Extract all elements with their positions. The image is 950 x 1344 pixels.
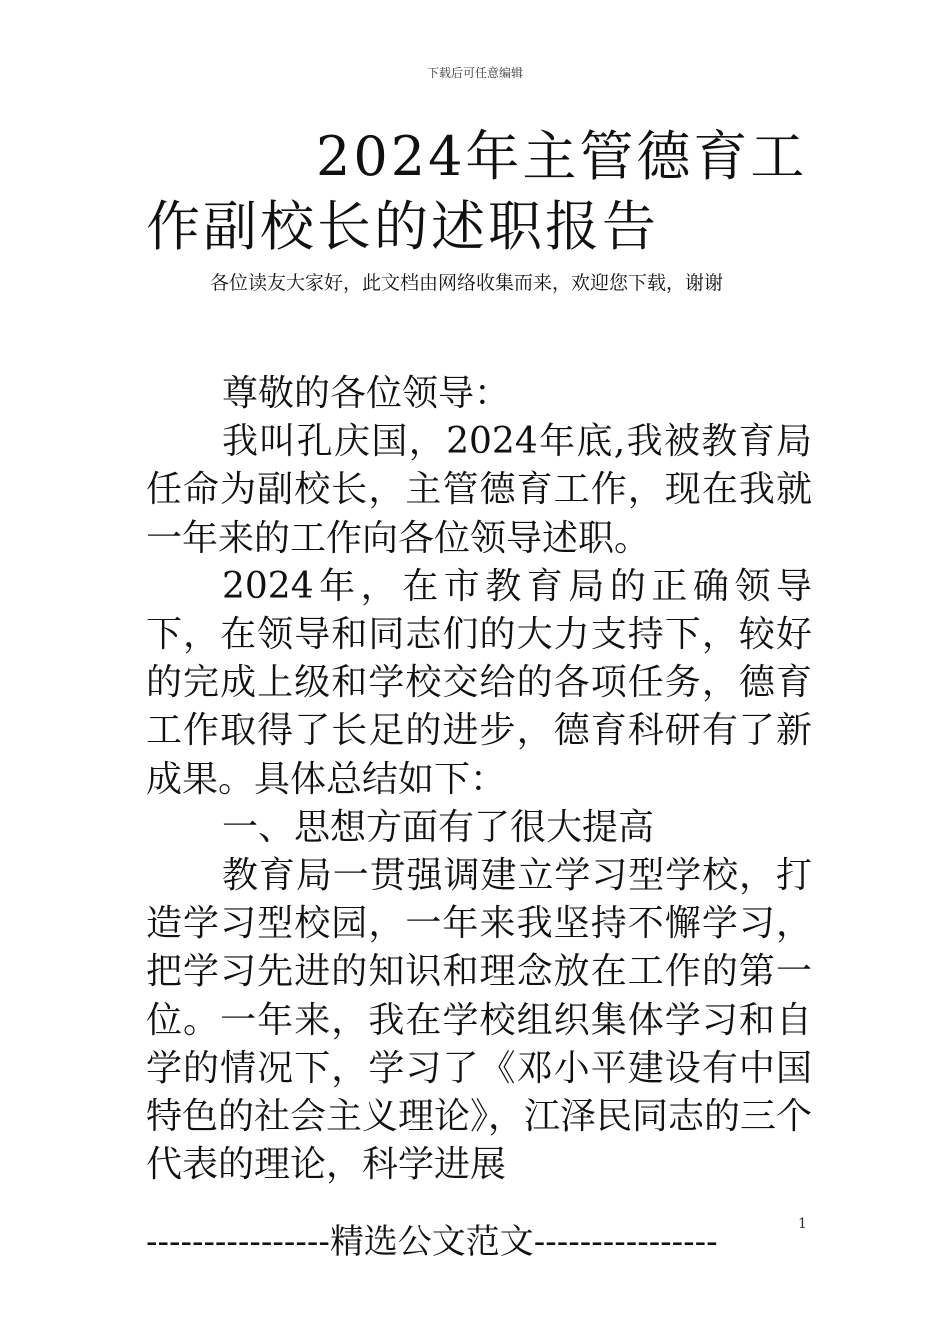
footer-label: ----------------精选公文范文---------------- [146,1222,718,1262]
paragraph: 教育局一贯强调建立学习型学校，打造学习型校园，一年来我坚持不懈学习，把学习先进的知识和理念放在工作的第一位。一年来，我在学校组织集体学习和自学的情况下，学习了《邓小平建设有中国特色的社会主义理论》，江泽民同志的三个代表的理论，科学进展 [146,855,813,1186]
paragraph: 我叫孔庆国，2024年底,我被教育局任命为副校长，主管德育工作，现在我就一年来的工作向各位领导述职。 [146,421,812,559]
paragraph: 2024年，在市教育局的正确领导下，在领导和同志们的大力支持下，较好的完成上级和学校交给的各项任务，德育工作取得了长足的进步，德育科研有了新成果。具体总结如下： [146,565,812,800]
page-number: 1 [798,1216,807,1232]
salutation: 尊敬的各位领导： [222,373,511,414]
document-body [146,370,812,1189]
section-heading: 一、思想方面有了很大提高 [222,806,655,848]
header-note: 下载后可任意编辑 [426,66,523,80]
intro-text: 各位读友大家好，此文档由网络收集而来，欢迎您下载，谢谢 [210,272,724,294]
document-title: 2024年主管德育工作副校长的述职报告 [146,125,808,258]
